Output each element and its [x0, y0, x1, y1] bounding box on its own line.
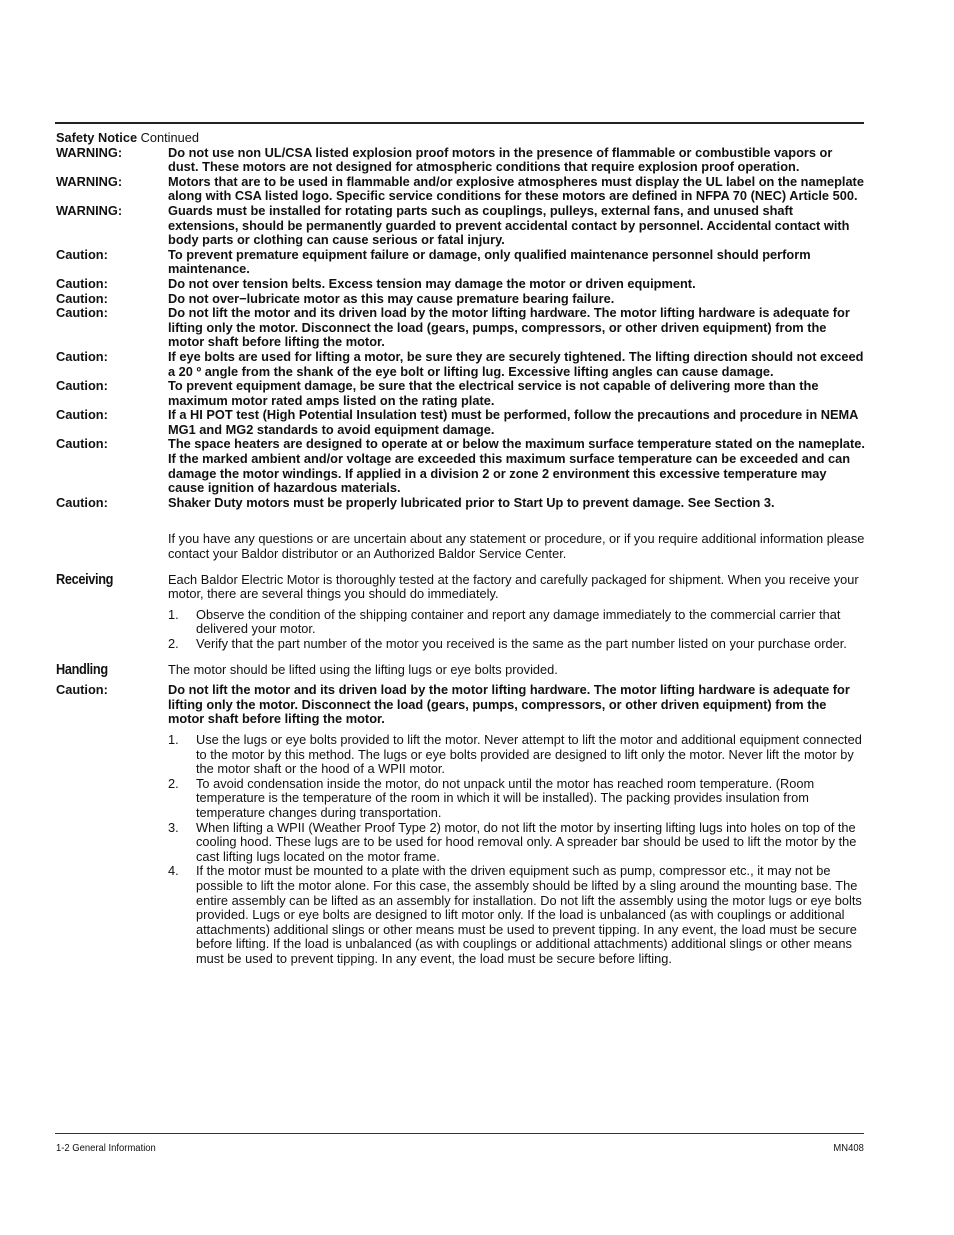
- notice-item: [56, 277, 866, 292]
- header-title-rest: Continued: [137, 130, 199, 145]
- notice-text: Motors that are to be used in flammable and/or explosive atmospheres must display the UL label on the nameplate along with CSA listed logo. Specific service conditions for these motors are defined in NFPA 70 (NEC) Article 500.: [168, 173, 864, 204]
- list-item-number: 2.: [168, 775, 179, 791]
- notice-text: To prevent premature equipment failure or damage, only qualified maintenance personnel should perform maintenance.: [168, 246, 811, 277]
- notice-item: [56, 350, 866, 379]
- notice-label: WARNING:: [56, 173, 123, 189]
- notice-item: [56, 248, 866, 277]
- notice-text: If eye bolts are used for lifting a motor, be sure they are securely tightened. The lifting direction should not exceed a 20 º angle from the shank of the eye bolt or lifting lug. Excessive lifting angles can cause damage.: [168, 348, 864, 379]
- receiving-section: [56, 573, 866, 602]
- list-item-text: Use the lugs or eye bolts provided to lift the motor. Never attempt to lift the motor and additional equipment connected to the motor by this method. The lugs or eye bolts provided are designed to lift only the motor. Never lift the motor by the motor shaft or the hood of a WPII motor.: [196, 731, 862, 777]
- list-item: [168, 733, 866, 777]
- top-rule: [55, 122, 864, 124]
- notice-item: [56, 146, 866, 175]
- notice-label: Caution:: [56, 305, 108, 321]
- notice-label: Caution:: [56, 378, 108, 394]
- footer-page-label: 1-2 General Information: [56, 1142, 156, 1154]
- list-item: [168, 821, 866, 865]
- list-item-text: To avoid condensation inside the motor, do not unpack until the motor has reached room temperature. (Room temperature is the temperature of the room in which it will be installed). The packing provides insulation from temperature changes during transportation.: [196, 775, 815, 820]
- notice-item: [56, 379, 866, 408]
- list-item-number: 1.: [168, 606, 179, 622]
- list-item: [168, 637, 866, 652]
- bottom-rule: [55, 1133, 864, 1134]
- footer-doc-number: MN408: [833, 1142, 864, 1154]
- handling-steps: [56, 733, 866, 967]
- notice-item: [56, 175, 866, 204]
- notice-label: WARNING:: [56, 144, 123, 160]
- questions-paragraph: If you have any questions or are uncertain about any statement or procedure, or if you require additional information please contact your Baldor distributor or an Authorized Baldor Service Center.: [168, 531, 865, 562]
- notice-label: Caution:: [56, 348, 108, 364]
- notice-text: If a HI POT test (High Potential Insulation test) must be performed, follow the precautions and procedure in NEMA MG1 and MG2 standards to avoid equipment damage.: [168, 407, 858, 437]
- list-item-text: Observe the condition of the shipping container and report any damage immediately to the commercial carrier that delivered your motor.: [196, 606, 841, 637]
- handling-caution: [56, 683, 866, 727]
- list-item-text: Verify that the part number of the motor you received is the same as the part number listed on your purchase order.: [196, 636, 847, 651]
- list-item-number: 1.: [168, 731, 179, 747]
- header-title-bold: Safety Notice: [56, 130, 138, 145]
- notice-label: Caution:: [56, 494, 108, 510]
- notice-text: The space heaters are designed to operate at or below the maximum surface temperature stated on the nameplate. If the marked ambient and/or voltage are exceeded this maximum surface temperature can be exceeded and can damage the motor windings. If applied in a division 2 or zone 2 environment this excessive temperature may cause ignition of hazardous materials.: [168, 436, 865, 496]
- receiving-heading: Receiving: [56, 571, 114, 588]
- notice-text: Guards must be installed for rotating parts such as couplings, pulleys, external fans, and unused shaft extensions, should be permanently guarded to prevent accidental contact by personnel. Accidental contact with body parts or clothing can cause serious or fatal injury.: [168, 202, 850, 248]
- notice-item: [56, 437, 866, 495]
- receiving-intro: Each Baldor Electric Motor is thoroughly tested at the factory and carefully packaged for shipment. When you receive your motor, there are several things you should do immediately.: [168, 571, 859, 602]
- list-item-text: If the motor must be mounted to a plate with the driven equipment such as pump, compressor etc., it may not be possible to lift the motor alone. For this case, the assembly should be lifted by a sling around the mounting base. The entire assembly can be lifted as an assembly for installation. Do not lift the assembly using the motor lugs or eye bolts provided. Lugs or eye bolts are designed to lift motor only. If the load is unbalanced (as with couplings or additional attachments) additional slings or other means must be used to prevent tipping. In any event, the load must be secure before lifting. If the load is unbalanced (as with couplings or additional attachments) additional slings or other means must be used to prevent tipping. In any event, the load must be secure before lifting.: [196, 863, 862, 966]
- list-item: [168, 777, 866, 821]
- notice-text: Do not lift the motor and its driven load by the motor lifting hardware. The motor lifting hardware is adequate for lifting only the motor. Disconnect the load (gears, pumps, compressors, or other driven equipment) from the motor shaft before lifting the motor.: [168, 305, 850, 350]
- list-item-text: When lifting a WPII (Weather Proof Type 2) motor, do not lift the motor by inserting lifting lugs into holes on top of the cooling hood. These lugs are to be used for hood removal only. A spreader bar should be used to lift the motor by the cast lifting lugs located on the motor frame.: [196, 819, 857, 864]
- notice-text: To prevent equipment damage, be sure that the electrical service is not capable of delivering more than the maximum motor rated amps listed on the rating plate.: [168, 378, 819, 408]
- notice-label: Caution:: [56, 290, 108, 306]
- notice-label: Caution:: [56, 407, 108, 423]
- notice-item: [56, 292, 866, 307]
- notice-text: Do not use non UL/CSA listed explosion proof motors in the presence of flammable or combustible vapors or dust. These motors are not designed for atmospheric conditions that require explosion proof operation.: [168, 144, 833, 175]
- notice-label: WARNING:: [56, 202, 123, 218]
- notice-label: Caution:: [56, 275, 108, 291]
- list-item: [168, 864, 866, 966]
- notice-text: Do not over−lubricate motor as this may cause premature bearing failure.: [168, 290, 615, 306]
- handling-intro: The motor should be lifted using the lifting lugs or eye bolts provided.: [168, 661, 558, 677]
- handling-caution-text: Do not lift the motor and its driven load by the motor lifting hardware. The motor lifting hardware is adequate for lifting only the motor. Disconnect the load (gears, pumps, compressors, or other driven equipment) from the motor shaft before lifting the motor.: [168, 682, 850, 727]
- list-item-number: 2.: [168, 636, 179, 651]
- notice-item: [56, 204, 866, 248]
- notice-text: Do not over tension belts. Excess tension may damage the motor or driven equipment.: [168, 275, 696, 291]
- list-item-number: 3.: [168, 819, 179, 835]
- page-content: [56, 131, 866, 966]
- handling-caution-label: Caution:: [56, 682, 108, 698]
- notice-label: Caution:: [56, 436, 108, 452]
- notice-item: [56, 408, 866, 437]
- list-item-number: 4.: [168, 863, 179, 879]
- notice-item: [56, 496, 866, 511]
- notice-label: Caution:: [56, 246, 108, 262]
- handling-section: [56, 663, 866, 678]
- notice-text: Shaker Duty motors must be properly lubricated prior to Start Up to prevent damage. See Section 3.: [168, 494, 775, 510]
- handling-heading: Handling: [56, 661, 108, 678]
- section-header: [56, 131, 866, 146]
- receiving-steps: [56, 608, 866, 652]
- notice-list: [56, 146, 866, 511]
- list-item: [168, 608, 866, 637]
- notice-item: [56, 306, 866, 350]
